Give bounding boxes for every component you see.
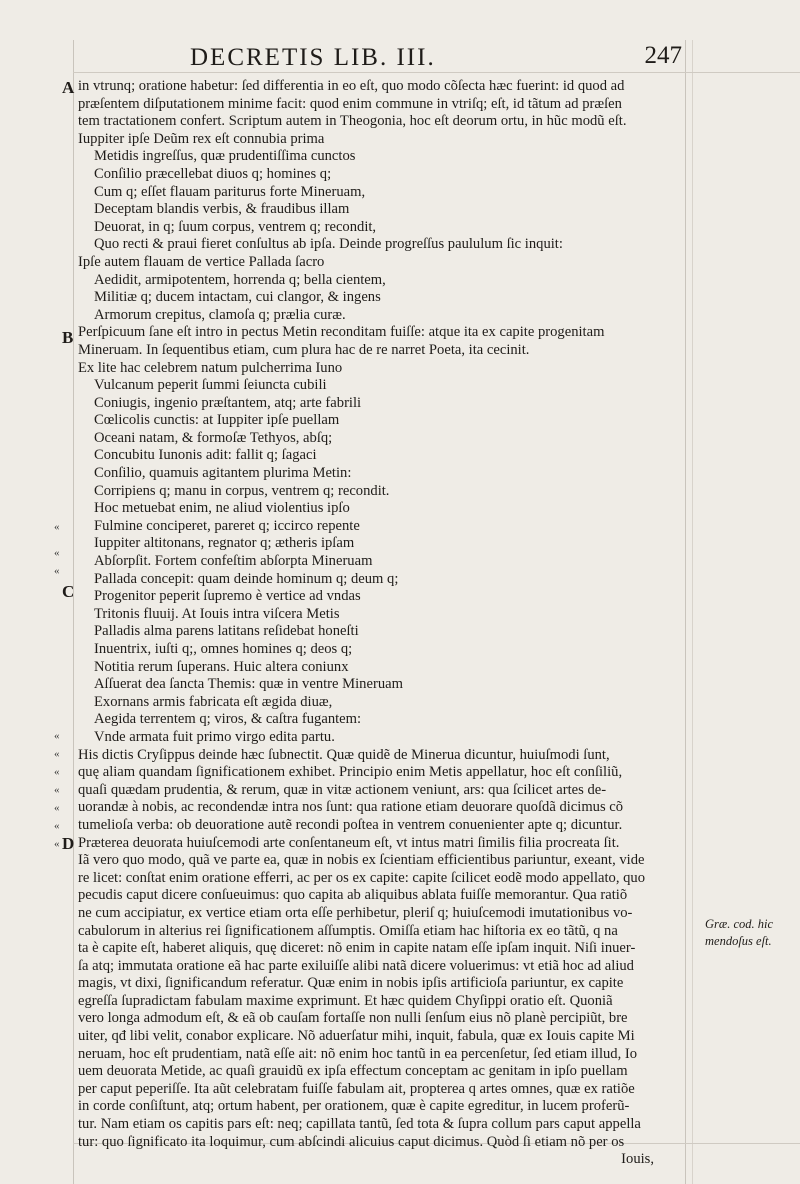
text-line: egreſſa ſupradictam fabulam maxime exprimunt. Et hæc quidem Chyſippi oratio eſt. Quoniã: [78, 992, 613, 1009]
verse-line: Ex lite hac celebrem natum pulcherrima Iuno: [78, 359, 343, 376]
text-line: Perſpicuum ſane eſt intro in pectus Metin reconditam fuiſſe: atque ita ex capite progenitam: [78, 324, 605, 341]
text-line: uiter, qđ libi velit, conabor explicare. Nõ aduerſatur mihi, inquit, fabula, quæ ex Iouis capite Mi: [78, 1028, 635, 1045]
verse-line: Hoc metuebat enim, ne aliud violentius ipſo: [94, 500, 350, 517]
verse-line: Pallada concepit: quam deinde hominum q; deum q;: [94, 570, 399, 587]
verse-line: Iuppiter altitonans, regnator q; ætheris ipſam: [94, 535, 355, 552]
margin-letter-c: C: [62, 582, 75, 601]
quote-mark: «: [54, 802, 60, 814]
verse-line: Concubitu Iunonis adit: fallit q; ſagaci: [94, 447, 317, 464]
verse-line: Vnde armata fuit primo virgo edita partu.: [94, 728, 335, 745]
verse-line: Oceani natam, & formoſæ Tethyos, abſq;: [94, 429, 333, 446]
verse-line: Deceptam blandis verbis, & fraudibus illam: [94, 201, 350, 218]
verse-line: Aegida terrentem q; viros, & caſtra fugantem:: [94, 711, 362, 728]
text-line: in corde conſiſtunt, atq; ortum habent, per orationem, quæ è capite egreditur, in lucem proferũ-: [78, 1098, 630, 1115]
header-rule: [73, 72, 800, 73]
verse-line: Exornans armis fabricata eſt ægida diuæ,: [94, 693, 333, 710]
text-line: ta è capite eſt, haberet aliquis, quę diceret: nõ enim in capite natam eſſe ipſam inquit. Niſi inuer-: [78, 940, 636, 957]
margin-letter-d: D: [62, 834, 75, 853]
text-line: uem deuorata Metide, ac quaſi grauidũ ex ipſa effectum conceptam ac genitam in ipſo puellam: [78, 1063, 628, 1080]
text-line: Præterea deuorata huiuſcemodi arte conſentaneum eſt, vt intus matri ſimilis filia procreata ſit.: [78, 834, 620, 851]
quote-mark: «: [54, 766, 60, 778]
text-line: præſentem diſputationem minime facit: quod enim commune in vtriſq; eſt, id tãtum ad præſen: [78, 95, 622, 112]
verse-line: Coniugis, ingenio præſtantem, atq; arte fabrili: [94, 394, 362, 411]
right-margin-rule: [685, 40, 686, 1184]
verse-line: Notitia rerum ſuperans. Huic altera coniunx: [94, 658, 349, 675]
right-margin-rule-inner: [692, 40, 693, 1184]
verse-line: Cum q; eſſet flauam pariturus forte Mineruam,: [94, 183, 366, 200]
verse-line: Palladis alma parens latitans reſidebat honeſti: [94, 623, 359, 640]
verse-line: Aſſuerat dea ſancta Themis: quæ in ventre Mineruam: [94, 676, 403, 693]
quote-mark: «: [54, 565, 60, 577]
text-line: tem tractationem confert. Scriptum autem in Theogonia, hoc eſt deorum ortu, in hũc modũ eſt.: [78, 113, 627, 130]
verse-line: Armorum crepitus, clamoſa q; prælia curæ.: [94, 306, 346, 323]
text-line: in vtrunq; oratione habetur: ſed differentia in eo eſt, quo modo cõſecta hæc fuerint: id quod ad: [78, 78, 625, 94]
text-line: ne cum accipiatur, ex vertice etiam orta eſſe perhibetur, pleriſ q; huiuſcemodi imutationibus vo-: [78, 904, 633, 921]
verse-line: Conſilio, quamuis agitantem plurima Metin:: [94, 465, 352, 482]
verse-line: Deuorat, in q; ſuum corpus, ventrem q; recondit,: [94, 218, 377, 235]
page-number: 247: [644, 42, 682, 69]
margin-note: [705, 916, 795, 950]
verse-line: Abſorpſit. Fortem confeſtim abſorpta Mineruam: [94, 553, 373, 570]
verse-line: Metidis ingreſſus, quæ prudentiſſima cunctos: [94, 148, 356, 165]
quote-mark: «: [54, 784, 60, 796]
text-line: per caput peperiſſe. Ita aũt celebratam fuiſſe fabulam ait, propterea q artes omnes, quæ ex ratiõe: [78, 1080, 635, 1097]
verse-line: Conſilio præcellebat diuos q; homines q;: [94, 165, 332, 182]
verse-line: Quo recti & praui fieret conſultus ab ipſa. Deinde progreſſus paululum ſic inquit:: [94, 236, 563, 253]
left-margin-rule: [73, 40, 74, 1184]
verse-line: Vulcanum peperit ſummi ſeiuncta cubili: [94, 377, 327, 394]
verse-line: Iuppiter ipſe Deũm rex eſt connubia prima: [78, 130, 325, 147]
verse-line: Progenitor peperit ſupremo è vertice ad vndas: [94, 588, 361, 605]
quote-mark: «: [54, 838, 60, 850]
margin-note-line: Græ. cod. hic: [705, 917, 774, 931]
text-line: uorandæ à nobis, ac recondendæ intra nos ſunt: qua ratione etiam deuorare quoſdã dicimus cõ: [78, 799, 624, 816]
text-line: ſa atq; immutata oratione eã hac parte exiluiſſe alibi natã dicere voluerimus: vt etiã hoc ad aliud: [78, 957, 634, 974]
text-line: cabulorum in alterius rei ſignificationem aſſumptis. Omiſſa etiam hac hiſtoria ex eo tãtũ, q na: [78, 922, 618, 939]
text-line: tumelioſa verba: ob deuoratione autẽ recondi poſtea in ventrem conuenienter apte q; dicuntur.: [78, 816, 623, 833]
text-line: Iã vero quo modo, quã ve parte ea, quæ in nobis ex ſcientiam efficientibus pariuntur, exeant, vide: [78, 852, 645, 869]
margin-note-line: mendoſus eſt.: [705, 934, 772, 948]
verse-line: Corripiens q; manu in corpus, ventrem q; recondit.: [94, 482, 390, 499]
text-line: quaſi quædam prudentia, & rerum, quæ in vitæ actionem veniunt, ars: qua ſcilicet artes de-: [78, 781, 607, 798]
text-line: pecudis caput dicere conſueuimus: quo capita ab aliquibus ablata fuiſſe memorantur. Qua ratiõ: [78, 887, 628, 904]
quote-mark: «: [54, 748, 60, 760]
text-line: vero longa admodum eſt, & eã ob cauſam fortaſſe non nulli ſenſum eius nõ planè percipiũt, bre: [78, 1010, 628, 1027]
quote-mark: «: [54, 820, 60, 832]
verse-line: Tritonis fluuij. At Iouis intra viſcera Metis: [94, 605, 340, 622]
catchword: Iouis,: [621, 1151, 654, 1168]
text-line: magis, vt dixi, ſignificandum referatur. Quæ enim in nobis ipſis artificioſa pariuntur, ex capite: [78, 975, 624, 992]
quote-mark: «: [54, 521, 60, 533]
text-line: re licet: conſtat enim oratione efferri, ac per os ex capite: capite ſcilicet eodẽ modo appellato, quo: [78, 869, 646, 886]
margin-letter-a: A: [62, 78, 75, 97]
running-title: DECRETIS LIB. III.: [190, 44, 436, 71]
verse-line: Fulmine conciperet, pareret q; iccirco repente: [94, 517, 360, 534]
verse-line: Inuentrix, iuſti q;, omnes homines q; deos q;: [94, 641, 353, 657]
verse-line: Ipſe autem flauam de vertice Pallada ſacro: [78, 253, 325, 270]
text-line: His dictis Cryſippus deinde hæc ſubnectit. Quæ quidẽ de Minerua dicuntur, huiuſmodi ſunt,: [78, 746, 610, 763]
text-line: neruam, hoc eſt prudentiam, natã eſſe ait: nõ enim hoc tantũ in ea percenſetur, ſed etiam illud, Io: [78, 1045, 638, 1062]
text-line: tur. Nam etiam os capitis pars eſt: neq; capillata tantũ, ſed tota & ſupra collum pars caput appella: [78, 1116, 641, 1133]
text-line: Mineruam. In ſequentibus etiam, cum plura hac de re narret Poeta, ita cecinit.: [78, 341, 530, 358]
body-text: [78, 78, 684, 1169]
verse-line: Aedidit, armipotentem, horrenda q; bella cientem,: [94, 271, 386, 288]
page-header: [190, 44, 690, 72]
text-line: tur: quo ſignificato ita loquimur, cum abſcindi alicuius caput dicimus. Quòd ſi etiam nõ per os: [78, 1133, 625, 1150]
quote-mark: «: [54, 730, 60, 742]
margin-letter-b: B: [62, 328, 74, 347]
text-line: quę aliam quandam ſignificationem exhibet. Principio enim Metis appellatur, hoc eſt conſiliũ,: [78, 764, 623, 781]
verse-line: Militiæ q; ducem intactam, cui clangor, & ingens: [94, 289, 381, 306]
verse-line: Cœlicolis cunctis: at Iuppiter ipſe puellam: [94, 412, 340, 429]
quote-mark: «: [54, 547, 60, 559]
